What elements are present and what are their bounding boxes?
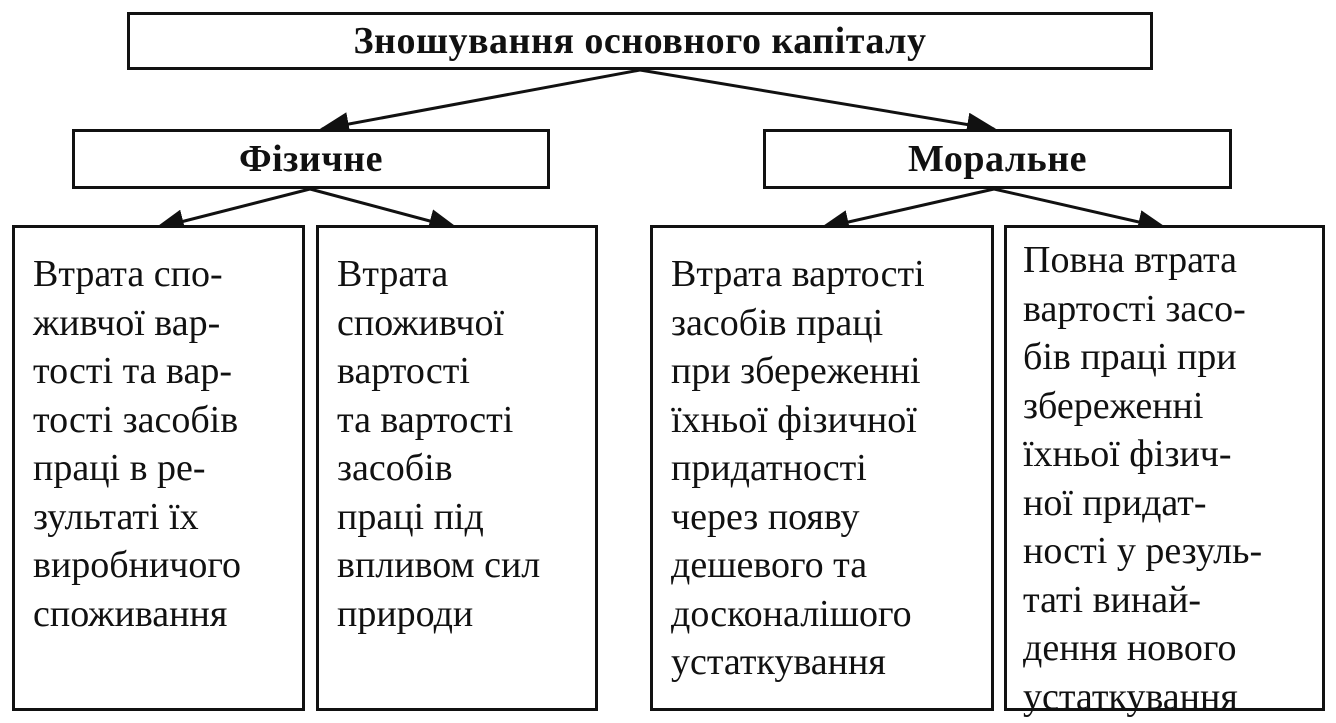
leaf-line: засобів праці	[671, 301, 884, 344]
leaf-line: праці в ре-	[33, 447, 206, 489]
leaf-line: бів праці при	[1023, 336, 1237, 378]
arrow-moral-to-leaf-1	[822, 189, 994, 228]
leaf-line: Втрата вартості	[671, 253, 925, 295]
leaf-line: та вартості	[337, 398, 514, 441]
leaf-line: живчої вар-	[33, 301, 221, 344]
leaf-line: при збереженні	[671, 350, 921, 392]
leaf-moral-cheaper-equipment	[650, 225, 994, 711]
leaf-line: споживчої	[337, 301, 505, 344]
leaf-line: їхньої фізич-	[1023, 433, 1232, 475]
leaf-line: Повна втрата	[1023, 239, 1237, 281]
root-node	[127, 12, 1153, 70]
leaf-physical-nature	[316, 225, 598, 711]
leaf-line: таті винай-	[1023, 578, 1202, 621]
branch-moral	[763, 129, 1232, 189]
leaf-line: їхньої фізичної	[671, 398, 917, 441]
branch-physical	[72, 129, 550, 189]
branch-moral-title: Моральне	[907, 138, 1087, 180]
leaf-line: вартості засо-	[1023, 287, 1246, 330]
arrow-physical-to-leaf-2	[310, 189, 456, 228]
leaf-line: виробничого	[33, 544, 242, 586]
leaf-line: впливом сил	[337, 544, 541, 586]
leaf-line: вартості	[337, 350, 470, 392]
leaf-moral-new-equipment	[1004, 225, 1325, 718]
leaf-line: збереженні	[1023, 384, 1204, 427]
leaf-line: тості засобів	[33, 398, 239, 441]
leaf-line: устаткування	[1023, 675, 1238, 718]
leaf-line: досконалішого	[671, 592, 912, 635]
leaf-line: ної придат-	[1023, 481, 1207, 524]
leaf-line: Втрата спо-	[33, 253, 223, 295]
leaf-line: праці під	[337, 495, 484, 538]
branch-physical-title: Фізичне	[238, 138, 384, 180]
leaf-line: засобів	[337, 447, 453, 489]
leaf-line: ності у резуль-	[1023, 530, 1263, 572]
leaf-physical-consumption	[12, 225, 305, 711]
leaf-line: тості та вар-	[33, 350, 232, 392]
leaf-line: через появу	[671, 495, 860, 538]
arrow-root-to-moral	[640, 70, 994, 129]
arrow-physical-to-leaf-1	[157, 189, 310, 228]
leaf-line: дення нового	[1023, 627, 1237, 669]
leaf-line: Втрата	[337, 253, 449, 295]
leaf-line: зультаті їх	[33, 495, 199, 538]
leaf-line: придатності	[671, 447, 867, 489]
leaf-line: природи	[337, 592, 474, 635]
root-title: Зношування основного капіталу	[353, 20, 927, 62]
leaf-line: дешевого та	[671, 544, 868, 586]
leaf-line: споживання	[33, 592, 228, 635]
arrow-root-to-physical	[322, 70, 640, 129]
arrow-moral-to-leaf-2	[994, 189, 1165, 228]
leaf-line: устаткування	[671, 641, 886, 683]
